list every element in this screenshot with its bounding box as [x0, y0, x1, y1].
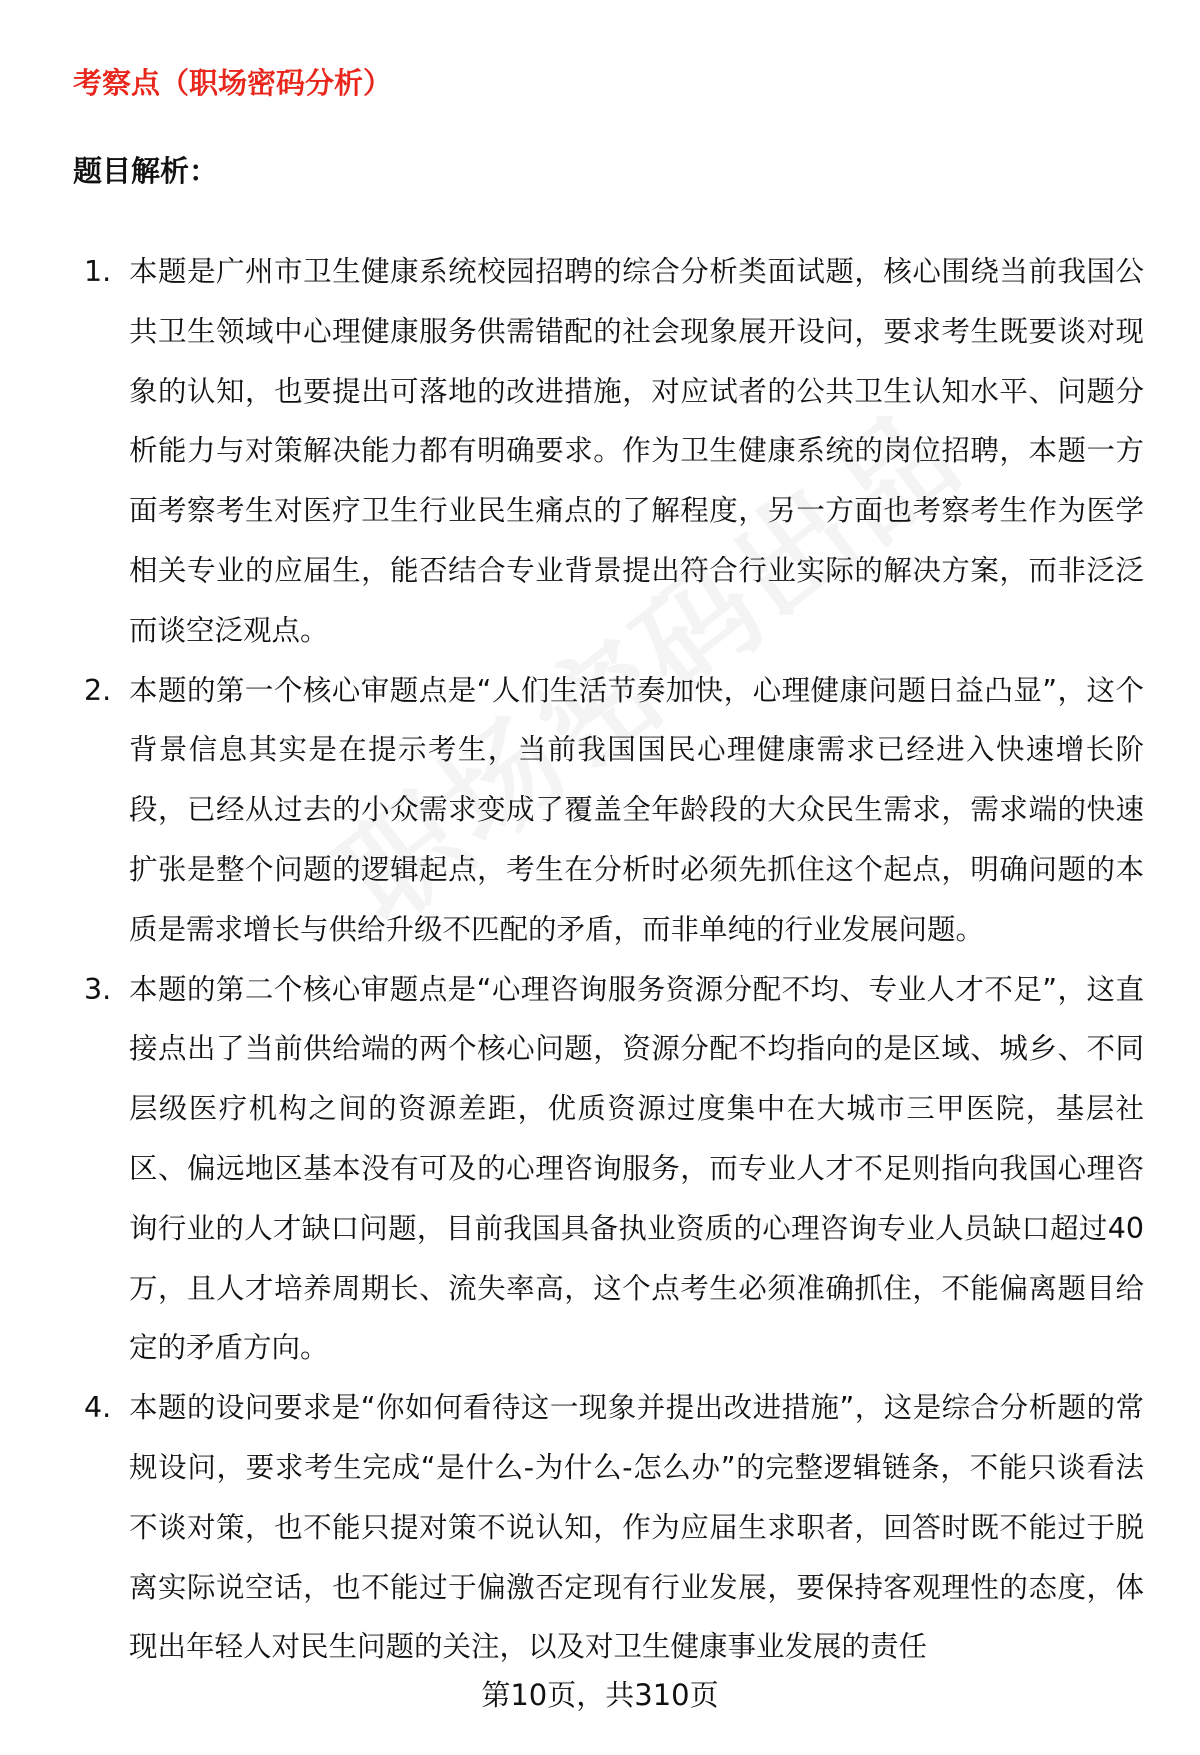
point-number: 2.: [84, 673, 112, 707]
point-text: 本题是广州市卫生健康系统校园招聘的综合分析类面试题，核心围绕当前我国公共卫生领域中心理健康服务供需错配的社会现象展开设问，要求考生既要谈对现象的认知，也要提出可落地的改进措施，对应试者的公共卫生认知水平、问题分析能力与对策解决能力都有明确要求。作为卫生健康系统的岗位招聘，本题一方面考察考生对医疗卫生行业民生痛点的了解程度，另一方面也考察考生作为医学相关专业的应届生，能否结合专业背景提出符合行业实际的解决方案，而非泛泛而谈空泛观点。: [129, 255, 1144, 647]
analysis-point: [84, 661, 1144, 960]
point-number: 1.: [84, 255, 112, 288]
analysis-point-list: [84, 242, 1144, 1677]
section-title: 考察点（职场密码分析）: [73, 66, 393, 100]
point-text: 本题的第二个核心审题点是“心理咨询服务资源分配不均、专业人才不足”，这直接点出了当前供给端的两个核心问题，资源分配不均指向的是区域、城乡、不同层级医疗机构之间的资源差距，优质资源过度集中在大城市三甲医院，基层社区、偏远地区基本没有可及的心理咨询服务，而专业人才不足则指向我国心理咨询行业的人才缺口问题，目前我国具备执业资质的心理咨询专业人员缺口超过40万，且人才培养周期长、流失率高，这个点考生必须准确抓住，不能偏离题目给定的矛盾方向。: [129, 972, 1144, 1365]
point-number: 4.: [84, 1391, 112, 1425]
page-number-footer: 第10页，共310页: [481, 1678, 719, 1712]
point-text: 本题的设问要求是“你如何看待这一现象并提出改进措施”，这是综合分析题的常规设问，要求考生完成“是什么-为什么-怎么办”的完整逻辑链条，不能只谈看法不谈对策，也不能只提对策不说认知，作为应届生求职者，回答时既不能过于脱离实际说空话，也不能过于偏激否定现有行业发展，要保持客观理性的态度，体现出年轻人对民生问题的关注，以及对卫生健康事业发展的责任: [129, 1391, 1144, 1664]
analysis-point: [84, 1378, 1144, 1677]
analysis-point: [84, 960, 1144, 1379]
point-number: 3.: [84, 972, 112, 1006]
analysis-heading: 题目解析：: [73, 154, 219, 188]
point-text: 本题的第一个核心审题点是“人们生活节奏加快，心理健康问题日益凸显”，这个背景信息其实是在提示考生，当前我国国民心理健康需求已经进入快速增长阶段，已经从过去的小众需求变成了覆盖全年龄段的大众民生需求，需求端的快速扩张是整个问题的逻辑起点，考生在分析时必须先抓住这个起点，明确问题的本质是需求增长与供给升级不匹配的矛盾，而非单纯的行业发展问题。: [129, 673, 1144, 946]
analysis-point: [84, 242, 1144, 661]
